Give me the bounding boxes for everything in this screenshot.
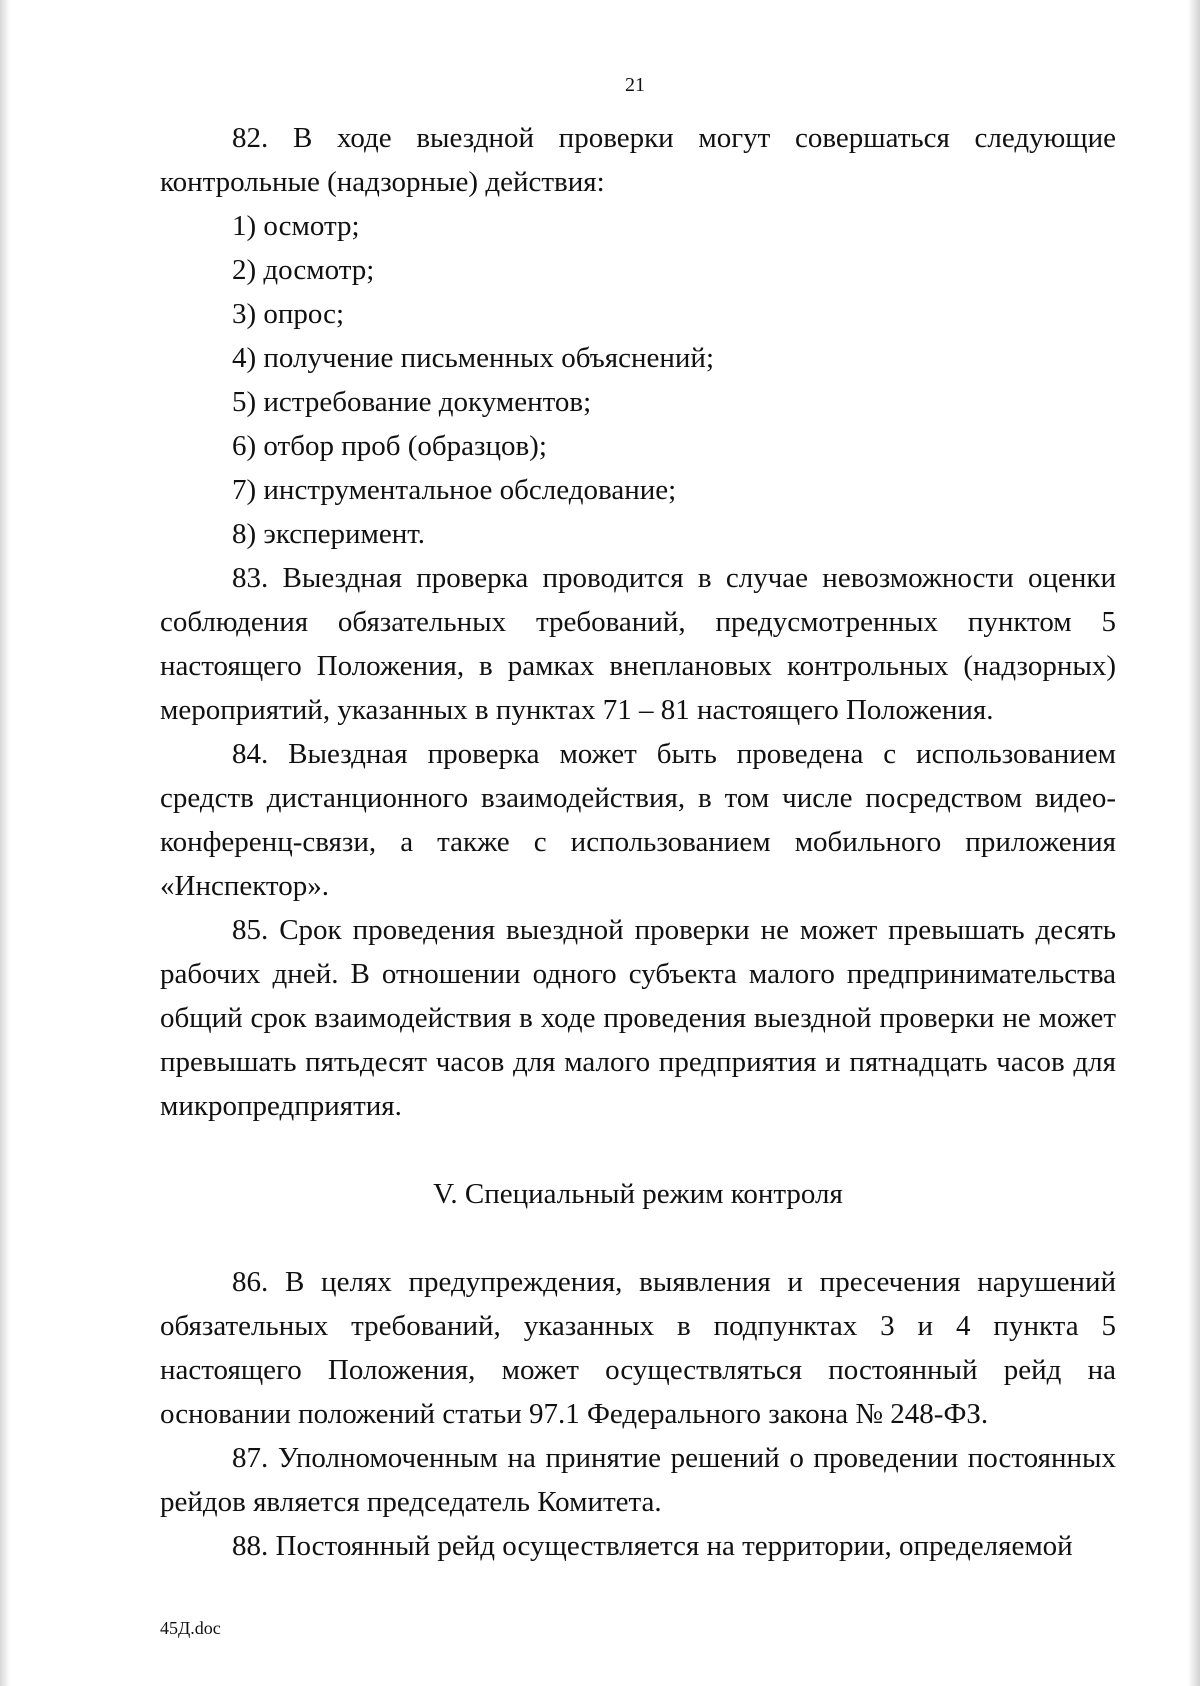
page-number: 21 [625, 74, 645, 96]
document-body [160, 116, 1116, 1568]
list-item: 8) эксперимент. [232, 518, 425, 550]
paragraph-85: 85. Срок проведения выездной проверки не может превышать десять рабочих дней. В отношении одного субъекта малого предпринимательства общий срок взаимодействия в ходе проведения выездной проверки не может превышать пятьдесят часов для малого предприятия и пятнадцать часов для микропредприятия. [160, 914, 1116, 1122]
list-item: 6) отбор проб (образцов); [232, 430, 547, 462]
footer-filename: 45Д.doc [160, 1618, 221, 1638]
paragraph-86: 86. В целях предупреждения, выявления и пресечения нарушений обязательных требований, указанных в подпунктах 3 и 4 пункта 5 настоящего Положения, может осуществляться постоянный рейд на основании положений статьи 97.1 Федерального закона № 248-ФЗ. [160, 1266, 1116, 1430]
scan-edge-left [0, 0, 10, 1686]
list-item: 2) досмотр; [232, 254, 375, 286]
paragraph-84: 84. Выездная проверка может быть проведена с использованием средств дистанционного взаимодействия, в том числе посредством видео-конференц-связи, а также с использованием мобильного приложения «Инспектор». [160, 738, 1116, 902]
scan-edge-right [1188, 0, 1200, 1686]
list-item: 7) инструментальное обследование; [232, 474, 677, 506]
section-heading: V. Специальный режим контроля [433, 1178, 843, 1210]
list-item: 1) осмотр; [232, 210, 360, 242]
paragraph-88: 88. Постоянный рейд осуществляется на территории, определяемой [232, 1530, 1073, 1562]
list-item: 5) истребование документов; [232, 386, 592, 418]
paragraph-83: 83. Выездная проверка проводится в случае невозможности оценки соблюдения обязательных требований, предусмотренных пунктом 5 настоящего Положения, в рамках внеплановых контрольных (надзорных) мероприятий, указанных в пунктах 71 – 81 настоящего Положения. [160, 562, 1116, 726]
list-item: 3) опрос; [232, 298, 345, 330]
paragraph-82: 82. В ходе выездной проверки могут совершаться следующие контрольные (надзорные) действия: [160, 122, 1116, 198]
list-item: 4) получение письменных объяснений; [232, 342, 715, 374]
paragraph-87: 87. Уполномоченным на принятие решений о проведении постоянных рейдов является председатель Комитета. [160, 1442, 1116, 1518]
